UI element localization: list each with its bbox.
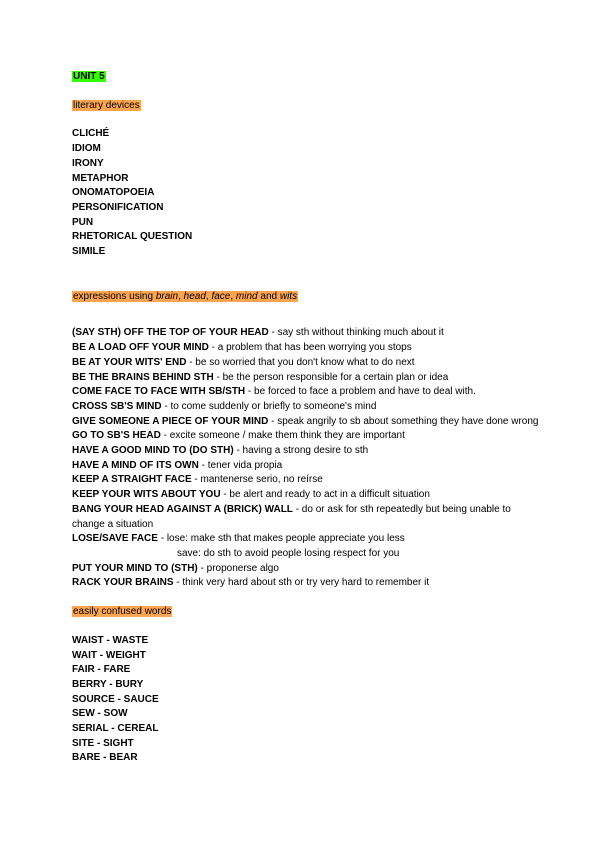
list-item: BERRY - BURY bbox=[72, 678, 144, 690]
section-confused-words-title: easily confused words bbox=[73, 606, 172, 618]
list-item: save: do sth to avoid people losing respect for you bbox=[177, 547, 400, 559]
list-item: KEEP YOUR WITS ABOUT YOU - be alert and ready to act in a difficult situation bbox=[72, 489, 430, 501]
list-item: HAVE A GOOD MIND TO (DO STH) - having a strong desire to sth bbox=[72, 445, 369, 457]
list-item: BANG YOUR HEAD AGAINST A (BRICK) WALL - do or ask for sth repeatedly but being unable to change a situation bbox=[72, 503, 511, 530]
list-item: WAIST - WASTE bbox=[72, 634, 149, 646]
list-item: LOSE/SAVE FACE - lose: make sth that makes people appreciate you less bbox=[72, 533, 405, 545]
list-item: IDIOM bbox=[72, 143, 101, 155]
expressions-list bbox=[72, 326, 542, 591]
literary-devices-list bbox=[72, 127, 542, 259]
list-item: RACK YOUR BRAINS - think very hard about sth or try very hard to remember it bbox=[72, 577, 430, 589]
list-item: SIMILE bbox=[72, 246, 106, 258]
list-item: BE AT YOUR WITS' END - be so worried that you don't know what to do next bbox=[72, 356, 415, 368]
list-item: CROSS SB'S MIND - to come suddenly or briefly to someone's mind bbox=[72, 400, 377, 412]
list-item: (SAY STH) OFF THE TOP OF YOUR HEAD - say sth without thinking much about it bbox=[72, 327, 444, 339]
list-item: GIVE SOMEONE A PIECE OF YOUR MIND - speak angrily to sb about something they have done wrong bbox=[72, 415, 539, 427]
list-item: METAPHOR bbox=[72, 172, 129, 184]
list-item: SERIAL - CEREAL bbox=[72, 723, 159, 735]
list-item: KEEP A STRAIGHT FACE - mantenerse serio, no reírse bbox=[72, 474, 323, 486]
list-item: BARE - BEAR bbox=[72, 752, 138, 764]
list-item: RHETORICAL QUESTION bbox=[72, 231, 193, 243]
list-item: CLICHÉ bbox=[72, 128, 110, 140]
list-item: HAVE A MIND OF ITS OWN - tener vida propia bbox=[72, 459, 283, 471]
unit-title: UNIT 5 bbox=[73, 71, 105, 82]
document-page bbox=[72, 70, 542, 766]
confused-words-list bbox=[72, 634, 542, 766]
section-expressions-title: expressions using brain, head, face, mind and wits bbox=[73, 290, 298, 302]
list-item: FAIR - FARE bbox=[72, 664, 131, 676]
list-item: SITE - SIGHT bbox=[72, 737, 134, 749]
list-item: IRONY bbox=[72, 157, 104, 169]
list-item: BE THE BRAINS BEHIND STH - be the person responsible for a certain plan or idea bbox=[72, 371, 449, 383]
list-item: COME FACE TO FACE WITH SB/STH - be forced to face a problem and have to deal with. bbox=[72, 386, 476, 398]
section-literary-devices-title: literary devices bbox=[73, 99, 140, 111]
list-item: SOURCE - SAUCE bbox=[72, 693, 159, 705]
list-item: GO TO SB'S HEAD - excite someone / make them think they are important bbox=[72, 430, 405, 442]
list-item: SEW - SOW bbox=[72, 708, 128, 720]
list-item: ONOMATOPOEIA bbox=[72, 187, 155, 199]
list-item: BE A LOAD OFF YOUR MIND - a problem that has been worrying you stops bbox=[72, 342, 412, 354]
list-item: PUN bbox=[72, 216, 94, 228]
list-item: PUT YOUR MIND TO (STH) - proponerse algo bbox=[72, 562, 279, 574]
list-item: WAIT - WEIGHT bbox=[72, 649, 146, 661]
list-item: PERSONIFICATION bbox=[72, 201, 164, 213]
